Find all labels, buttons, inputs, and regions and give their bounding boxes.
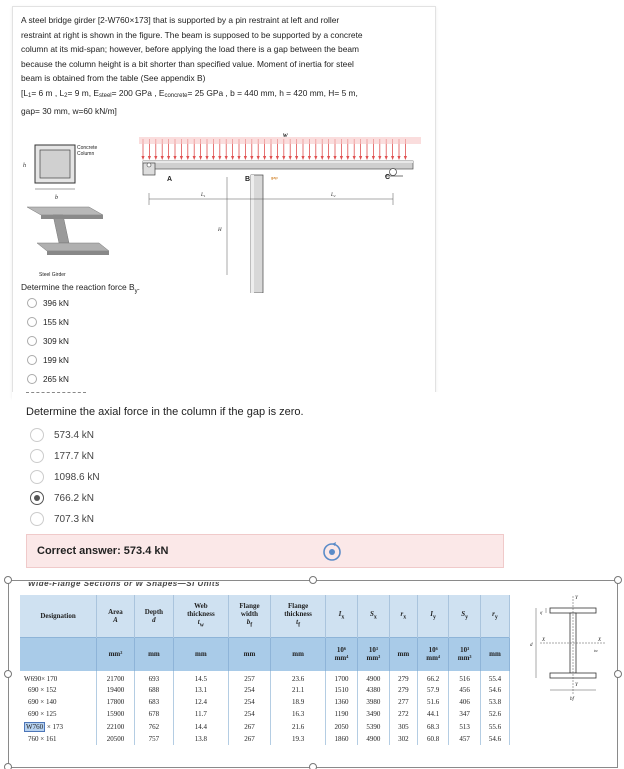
correct-answer-box [26,534,504,568]
cropped-text-fragment [26,392,86,396]
highlighted-designation: W760 [26,722,44,731]
l1-label: $L_1$ [201,193,206,198]
col-sx: $S_x$ [357,595,389,637]
col-ry: $r_y$ [480,595,509,637]
radio-button-selected[interactable] [30,491,44,505]
w-shape-section-diagram [512,590,612,710]
load-arrow-head [167,156,170,160]
col-area: Area A [97,595,135,637]
resize-handle-bottom-center[interactable] [309,763,317,769]
load-arrow-head [263,156,266,160]
load-arrow-head [353,156,356,160]
load-arrow-head [212,156,215,160]
col-web-thickness: Web thickness $t_w$ [173,595,228,637]
resize-handle-top-center[interactable] [309,576,317,584]
radio-button[interactable] [27,336,37,346]
unit-sy: 10³ mm³ [449,637,481,671]
col-iy: $I_y$ [417,595,449,637]
statement-line-4: because the column height is a bit shorter than specified value. Moment of inertia for steel [21,58,354,69]
col-rx: $r_x$ [389,595,417,637]
l2-label: $L_2$ [331,193,336,198]
load-arrow-head [257,156,260,160]
load-arrow-head [237,156,240,160]
table-row: 690 × 125 15900 678 11.7 254 16.3 1190 3490 272 44.1 347 52.6 [20,708,510,720]
unit-ry: mm [480,637,509,671]
column-label-1: Concrete [77,145,98,151]
load-arrow-head [346,156,349,160]
load-arrow-head [340,156,343,160]
point-b-label: B [245,176,251,183]
bf-label: bf [570,697,574,702]
load-arrow-head [295,156,298,160]
radio-button[interactable] [27,374,37,384]
q1-option-5[interactable]: 265 kN [27,374,69,384]
radio-button[interactable] [27,317,37,327]
question-2-card [12,392,504,578]
load-arrow-head [205,156,208,160]
load-arrow-head [301,156,304,160]
q2-option-2[interactable]: 177.7 kN [30,449,94,463]
load-arrow-head [359,156,362,160]
col-depth: Depth d [134,595,173,637]
question-1-prompt: Determine the reaction force $B_y$. [21,282,140,295]
d-label: d [530,643,533,648]
y-axis-label-top: Y [575,596,578,601]
question-1-statement [21,13,431,118]
radio-button[interactable] [30,428,44,442]
unit-web: mm [173,637,228,671]
parameters-line-1: [$L_1= 6$ m , $L_2= 9$ m, $E_{steel}= 200$ GPa , $E_{concrete}= 25$ GPa , b = 440 mm, h = 420 mm, H= 5 m, [21,87,358,99]
statement-line-1: A steel bridge girder [2-W760×173] that is supported by a pin restraint at left and roller [21,15,340,25]
resize-handle-middle-left[interactable] [4,670,12,678]
load-arrow-head [333,156,336,160]
column-label-2: Column [77,151,95,157]
correct-answer-text: Correct answer: 573.4 kN [37,545,169,557]
wide-flange-properties-table [20,595,510,745]
radio-button[interactable] [30,470,44,484]
load-arrow-head [148,156,151,160]
q2-option-3[interactable]: 1098.6 kN [30,470,100,484]
q1-option-2[interactable]: 155 kN [27,317,69,327]
y-axis-label-bottom: Y [575,683,578,688]
load-arrow-head [180,156,183,160]
load-arrow-head [321,156,324,160]
load-arrow-head [250,156,253,160]
resize-handle-middle-right[interactable] [614,670,622,678]
load-arrow-head [289,156,292,160]
unit-ix: 10⁶ mm⁴ [326,637,358,671]
load-arrow-head [186,156,189,160]
col-designation: Designation [20,595,97,637]
radio-button[interactable] [27,355,37,365]
unit-rx: mm [389,637,417,671]
q2-option-4[interactable]: 766.2 kN [30,491,94,505]
steel-girder-sketch [27,207,109,255]
unit-flange-width: mm [228,637,270,671]
x-axis-label-right: X [598,638,602,643]
x-axis-label-left: X [542,638,546,643]
w-label: w [283,131,288,139]
load-arrow-head [378,156,381,160]
load-arrow-head [308,156,311,160]
gap-label: gap [271,175,278,180]
q2-option-5[interactable]: 707.3 kN [30,512,94,526]
unit-flange-thickness: mm [271,637,326,671]
table-title: Wide-Flange Sections or W Shapes—SI Units [28,582,221,588]
radio-button[interactable] [30,512,44,526]
question-1-card [12,6,436,398]
load-arrow-head [282,156,285,160]
load-arrow-head [225,156,228,160]
col-ix: $I_x$ [326,595,358,637]
load-arrow-head [391,156,394,160]
tw-label: tw [594,648,598,653]
load-arrow-head [397,156,400,160]
unit-iy: 10⁶ mm⁴ [417,637,449,671]
q1-option-4[interactable]: 199 kN [27,355,69,365]
tf-label: tf [540,610,543,615]
resize-handle-top-right[interactable] [614,576,622,584]
load-arrow-head [231,156,234,160]
col-flange-thickness: Flange thickness $t_f$ [271,595,326,637]
resize-handle-top-left[interactable] [4,576,12,584]
h-label: h [23,163,26,169]
table-row: 690 × 152 19400 688 13.1 254 21.1 1510 4380 279 57.9 456 54.6 [20,683,510,695]
statement-line-3: column at its mid-span; however, before applying the load there is a gap between the beam [21,44,359,55]
load-arrow-head [404,156,407,160]
question-2-prompt: Determine the axial force in the column if the gap is zero. [26,406,304,418]
load-arrow-head [372,156,375,160]
table-row: 760 × 161 20500 757 13.8 267 19.3 1860 4900 302 60.8 457 54.6 [20,733,510,745]
load-arrow-head [218,156,221,160]
load-arrow-head [314,156,317,160]
column-section-inner [40,150,70,178]
statement-line-5: beam is obtained from the table (See appendix B) [21,73,206,84]
unit-sx: 10³ mm³ [357,637,389,671]
load-arrow-head [154,156,157,160]
load-arrow-head [276,156,279,160]
q1-option-1[interactable]: 396 kN [27,298,69,308]
radio-button[interactable] [30,449,44,463]
point-c-label: C [385,174,391,181]
load-arrow-head [173,156,176,160]
load-arrow-head [385,156,388,160]
table-row: 690 × 140 17800 683 12.4 254 18.9 1360 3980 277 51.6 406 53.8 [20,696,510,708]
load-arrow-head [193,156,196,160]
table-row-highlighted: W760 × 173 22100 762 14.4 267 21.6 2050 5390 305 68.3 513 55.6 [20,721,510,733]
statement-line-2: restraint at right is shown in the figure. The beam is supposed to be supported by a concrete [21,29,363,40]
structure-figure [13,125,437,293]
H-label: H [218,228,222,233]
load-arrow-head [141,156,144,160]
point-a-label: A [167,176,173,183]
load-arrow-head [244,156,247,160]
unit-depth: mm [134,637,173,671]
steel-girder-label: Steel Girder [39,272,66,278]
col-sy: $S_y$ [449,595,481,637]
q2-option-1[interactable]: 573.4 kN [30,428,94,442]
load-arrow-head [199,156,202,160]
table-row: W690× 170 21700 693 14.5 257 23.6 1700 4900 279 66.2 516 55.4 [20,671,510,683]
load-arrow-head [327,156,330,160]
load-arrow-head [161,156,164,160]
q1-option-3[interactable]: 309 kN [27,336,69,346]
b-label: b [55,195,58,201]
unit-area: mm² [97,637,135,671]
load-arrow-head [269,156,272,160]
col-flange-width: Flange width $b_f$ [228,595,270,637]
rotate-cursor-icon [321,541,343,563]
load-arrow-head [365,156,368,160]
resize-handle-bottom-left[interactable] [4,763,12,769]
parameters-line-2: gap= 30 mm, w=60 kN/m] [21,105,117,116]
radio-button[interactable] [27,298,37,308]
